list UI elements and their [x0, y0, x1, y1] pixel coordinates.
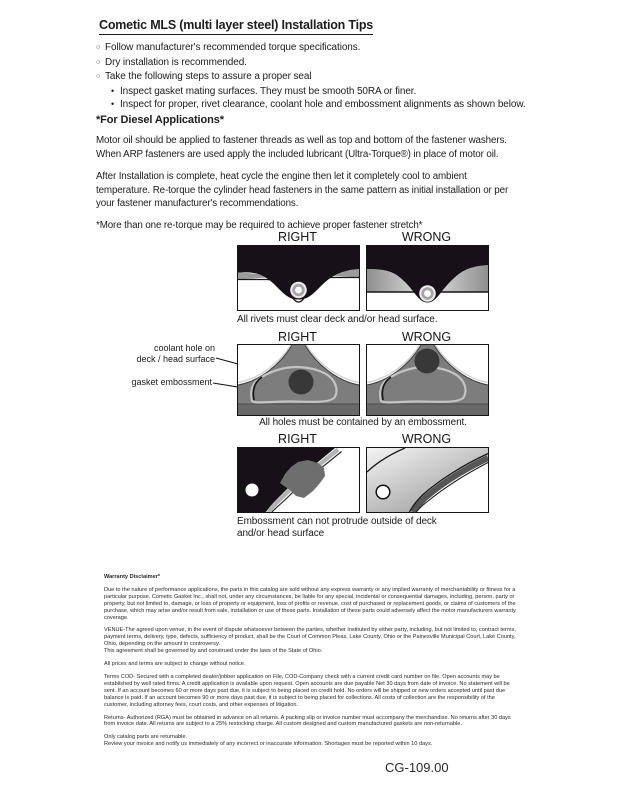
list-item — [111, 98, 526, 112]
diesel-heading: *For Diesel Applications* — [96, 114, 224, 126]
right-label: RIGHT — [278, 432, 317, 446]
embossment-caption: All holes must be contained by an embossment. — [259, 417, 467, 428]
legal-paragraph: All prices and terms are subject to change without notice. — [104, 661, 246, 668]
right-label: RIGHT — [278, 330, 317, 344]
right-label: RIGHT — [278, 230, 317, 244]
protrusion-right-diagram — [237, 447, 360, 513]
dot-bullet-icon: • — [111, 99, 115, 110]
coolant-hole-callout: coolant hole on deck / head surface — [136, 343, 215, 364]
embossment-right-illustration — [238, 345, 359, 415]
rivet-wrong-illustration — [367, 246, 488, 310]
legal-paragraph: Due to the nature of performance applications, the parts in this catalog are sold without any express warranty or any implied warranty of merchantability or fitness for a particular purpose. Cometic Gasket Inc., shall not, under any circumstances, be liable for any special, incidental or consequential damages, including, person, party or property, but not limited to, damage, or loss of property or equipment, loss of profits or revenue, cost of purchased or replacement goods, or claims of customers of the purchase, which may arise and/or result from sale, installation or use of these parts. Installation of these parts could adversely affect the motor manufacturers warranty coverage. — [104, 586, 516, 621]
list-item — [111, 85, 526, 99]
legal-paragraph: Returns- Authorized (RGA) must be obtained in advance on all returns. A packing slip or invoice number must accompany the merchandise. No returns after 30 days from invoice date. All returns are subject to a 25% restocking charge. All custom designed and custom manufactured gaskets are non-returnable. — [104, 714, 511, 728]
tip-text: Dry installation is recommended. — [105, 56, 247, 68]
protrusion-right-illustration — [238, 448, 359, 512]
rivet-right-diagram — [237, 245, 360, 311]
embossment-wrong-illustration — [367, 345, 488, 415]
page-number: CG-109.00 — [385, 760, 449, 775]
wrong-label: WRONG — [401, 230, 452, 244]
rivet-caption: All rivets must clear deck and/or head surface. — [237, 314, 438, 325]
tip-text: Inspect for proper, rivet clearance, coolant hole and embossment alignments as shown below. — [120, 99, 526, 111]
legal-paragraph: VENUE-The agreed upon venue, in the event of dispute whatsoever between the parties, whether instituted by either party, including, but not limited to, contract terms, payment terms, delivery, type, defects, sufficiency of product, shall be the Court of Common Pleas, Lake County, Ohio or the Painesville Municipal Court, Lake County, Ohio, depending on the amount in controversy. — [104, 627, 516, 648]
diesel-paragraph: After Installation is complete, heat cycle the engine then let it completely cool to ambient temperature. Re-torque the cylinder head fasteners in the same pattern as initial installation or per your fastener manufacturer's recommendations. — [96, 171, 509, 210]
gasket-embossment-callout: gasket embossment — [131, 377, 212, 387]
circle-bullet-icon: ○ — [96, 58, 101, 66]
protrusion-wrong-diagram — [366, 447, 489, 513]
legal-paragraph: Terms COD- Secured with a completed dealer/jobber application on File, COD-Company check with a current credit card number on file. Open accounts may be established by well rated firms. A credit application is available upon request. Open accounts are due payable Net 30 days from date of invoice. No statement will be sent. If an account becomes 60 or more days past due, it is subject to being placed on credit hold. No orders will be shipped or new orders accepted until past due balance is paid. If an account becomes 90 or more days past due, it is subject to being placed for collections. All costs of collection are the responsibility of the customer, including attorney fees, court costs, and other expenses of litigation. — [104, 673, 510, 708]
legal-paragraph: Review your invoice and notify us immediately of any incorrect or inaccurate information. Shortages must be reported within 10 days. — [104, 741, 433, 748]
wrong-label: WRONG — [401, 330, 452, 344]
legal-heading: Warranty Disclaimer* — [104, 574, 161, 580]
rivet-right-illustration — [238, 246, 359, 310]
tips-list — [96, 41, 526, 112]
circle-bullet-icon: ○ — [96, 44, 101, 51]
embossment-right-diagram — [237, 344, 360, 416]
list-item — [96, 70, 526, 85]
diesel-section — [96, 114, 522, 242]
legal-paragraph: Only catalog parts are returnable. — [104, 734, 188, 741]
protrusion-caption: Embossment can not protrude outside of deck and/or head surface — [237, 516, 437, 539]
wrong-label: WRONG — [401, 432, 452, 446]
tip-text: Follow manufacturer's recommended torque specifications. — [105, 42, 361, 53]
dot-bullet-icon: • — [111, 85, 115, 96]
list-item — [96, 56, 526, 71]
page-title: Cometic MLS (multi layer steel) Installation Tips — [99, 18, 373, 35]
tip-text: Take the following steps to assure a proper seal — [105, 71, 312, 83]
legal-paragraph: This agreement shall be governed by and construed under the laws of the State of Ohio. — [104, 648, 323, 655]
warranty-disclaimer — [104, 574, 520, 754]
embossment-wrong-diagram — [366, 344, 489, 416]
list-item — [96, 41, 526, 56]
circle-bullet-icon: ○ — [96, 73, 101, 81]
rivet-wrong-diagram — [366, 245, 489, 311]
tip-text: Inspect gasket mating surfaces. They must be smooth 50RA or finer. — [120, 85, 417, 97]
diesel-note: *More than one re-torque may be required to achieve proper fastener stretch* — [96, 220, 423, 232]
diesel-paragraph: Motor oil should be applied to fastener threads as well as top and bottom of the fastener washers. When ARP fasteners are used apply the included lubricant (Ultra-Torque®) in place of motor oil. — [96, 135, 507, 160]
protrusion-wrong-illustration — [367, 448, 488, 512]
